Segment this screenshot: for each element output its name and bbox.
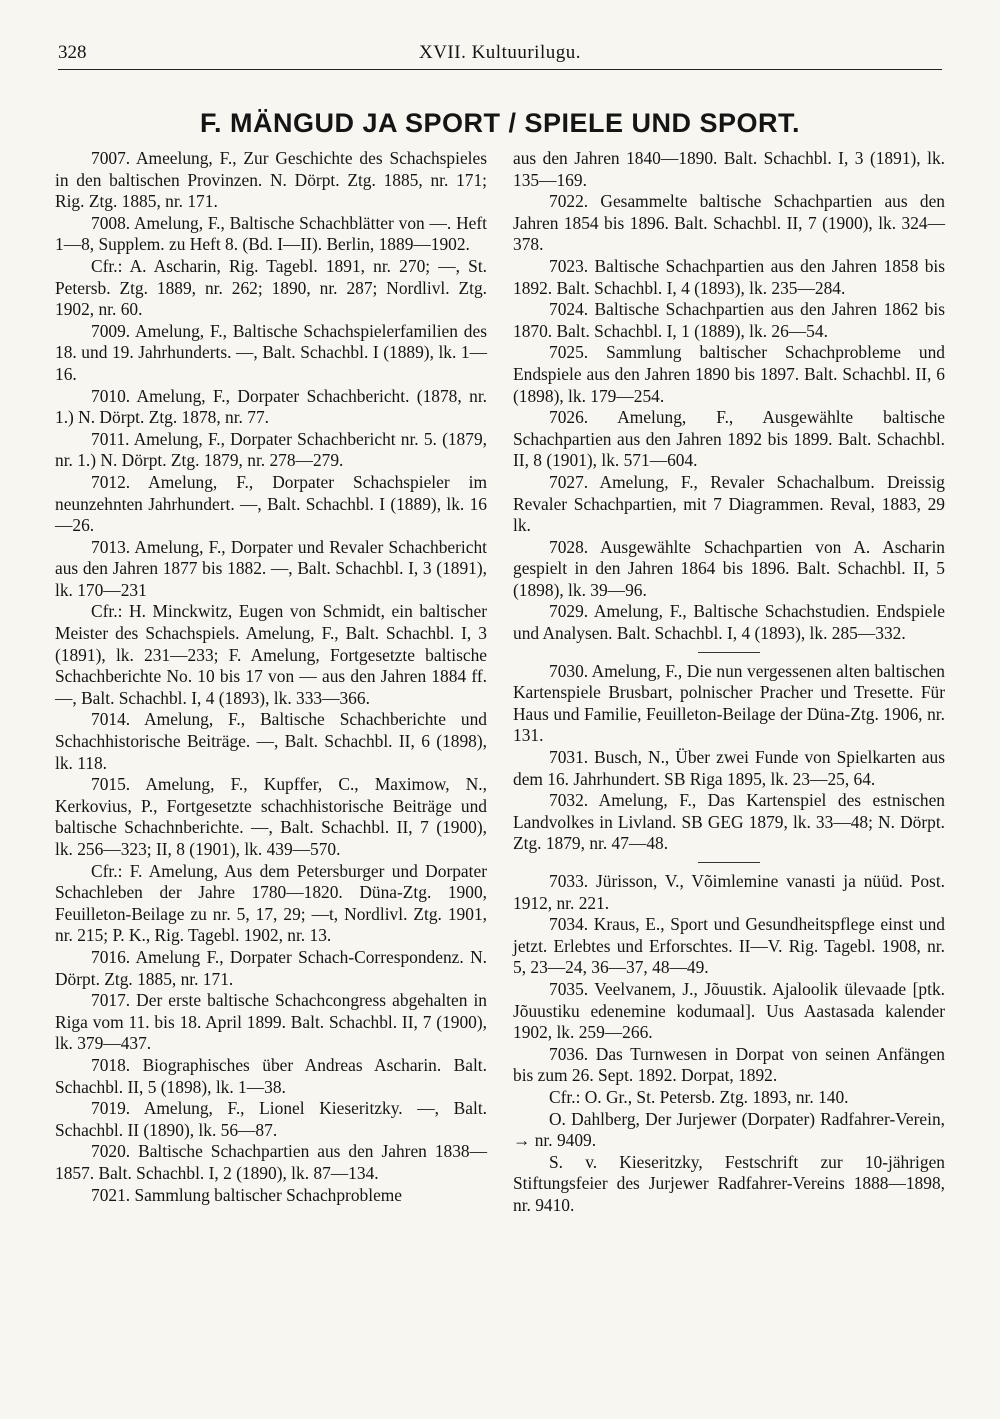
header-rule	[58, 69, 942, 70]
bib-entry-7010: 7010. Amelung, F., Dorpater Schachbericht. (1878, nr. 1.) N. Dörpt. Ztg. 1878, nr. 77.	[55, 385, 487, 428]
bib-entry-7032: 7032. Amelung, F., Das Kartenspiel des estnischen Landvolkes in Livland. SB GEG 1879, lk. 33—48; N. Dörpt. Ztg. 1879, nr. 47—48.	[513, 790, 945, 854]
left-column	[55, 148, 487, 1206]
bib-entry-7013: 7013. Amelung, F., Dorpater und Revaler Schachbericht aus den Jahren 1877 bis 1882. —, Balt. Schachbl. I, 3 (1891), lk. 170—231	[55, 536, 487, 600]
bib-entry-7012: 7012. Amelung, F., Dorpater Schachspieler im neunzehnten Jahrhundert. —, Balt. Schachbl. I (1889), lk. 16—26.	[55, 471, 487, 536]
cross-reference: O. Dahlberg, Der Jurjewer (Dorpater) Radfahrer-Verein, → nr. 9409.	[513, 1108, 945, 1151]
bib-entry-7025: 7025. Sammlung baltischer Schachprobleme und Endspiele aus den Jahren 1890 bis 1897. Balt. Schachbl. II, 6 (1898), lk. 179—254.	[513, 342, 945, 406]
cross-reference: S. v. Kieseritzky, Festschrift zur 10-jährigen Stiftungsfeier des Jurjewer Radfahrer-Vereins 1888—1898, nr. 9410.	[513, 1151, 945, 1215]
right-column	[513, 148, 945, 1217]
page-number: 328	[58, 42, 87, 63]
bib-entry-7033: 7033. Jürisson, V., Võimlemine vanasti ja nüüd. Post. 1912, nr. 221.	[513, 871, 945, 913]
bib-entry-7007: 7007. Ameelung, F., Zur Geschichte des Schachspieles in den baltischen Provinzen. N. Dörpt. Ztg. 1885, nr. 171; Rig. Ztg. 1885, nr. 171.	[55, 148, 487, 212]
running-title: XVII. Kultuurilugu.	[418, 42, 581, 63]
bib-entry-7030: 7030. Amelung, F., Die nun vergessenen alten baltischen Kartenspiele Brusbart, polnischer Pracher und Tresette. Für Haus und Familie, Feuilleton-Beilage der Düna-Ztg. 1906, nr. 131.	[513, 660, 945, 746]
bib-entry-7021: 7021. Sammlung baltischer Schachprobleme	[91, 1184, 403, 1205]
cross-reference: Cfr.: O. Gr., St. Petersb. Ztg. 1893, nr. 140.	[549, 1086, 849, 1107]
bib-entry-7023: 7023. Baltische Schachpartien aus den Jahren 1858 bis 1892. Balt. Schachbl. I, 4 (1893), lk. 235—284.	[513, 255, 945, 298]
cross-reference: Cfr.: F. Amelung, Aus dem Petersburger und Dorpater Schachleben der Jahre 1780—1820. Düna-Ztg. 1900, Feuilleton-Beilage zu nr. 5, 17, 29; —t, Nordlivl. Ztg. 1901, nr. 215; P. K., Rig. Tagebl. 1902, nr. 13.	[55, 860, 487, 946]
bib-entry-7024: 7024. Baltische Schachpartien aus den Jahren 1862 bis 1870. Balt. Schachbl. I, 1 (1889), lk. 26—54.	[513, 299, 945, 341]
section-separator	[698, 862, 760, 863]
bib-entry-7021-continued: aus den Jahren 1840—1890. Balt. Schachbl. I, 3 (1891), lk. 135—169.	[513, 148, 945, 190]
bib-entry-7028: 7028. Ausgewählte Schachpartien von A. Ascharin gespielt in den Jahren 1864 bis 1896. Balt. Schachbl. II, 5 (1898), lk. 39—96.	[513, 536, 945, 600]
bib-entry-7018: 7018. Biographisches über Andreas Ascharin. Balt. Schachbl. II, 5 (1898), lk. 1—38.	[55, 1054, 487, 1097]
cross-reference: Cfr.: H. Minckwitz, Eugen von Schmidt, ein baltischer Meister des Schachspiels. Amelung, F., Balt. Schachbl. I, 3 (1891), lk. 231—233; F. Amelung, Fortgesetzte baltische Schachberichte No. 10 bis 17 von — aus den Jahren 1884 ff. —, Balt. Schachbl. I, 4 (1893), lk. 333—366.	[55, 601, 487, 708]
bib-entry-7027: 7027. Amelung, F., Revaler Schachalbum. Dreissig Revaler Schachpartien, mit 7 Diagrammen. Reval, 1883, 29 lk.	[513, 471, 945, 536]
bib-entry-7022: 7022. Gesammelte baltische Schachpartien aus den Jahren 1854 bis 1896. Balt. Schachbl. II, 7 (1900), lk. 324—378.	[513, 191, 945, 255]
bib-entry-7026: 7026. Amelung, F., Ausgewählte baltische Schachpartien aus den Jahren 1892 bis 1899. Balt. Schachbl. II, 8 (1901), lk. 571—604.	[513, 407, 945, 471]
bib-entry-7016: 7016. Amelung F., Dorpater Schach-Correspondenz. N. Dörpt. Ztg. 1885, nr. 171.	[55, 946, 487, 989]
bib-entry-7008: 7008. Amelung, F., Baltische Schachblätter von —. Heft 1—8, Supplem. zu Heft 8. (Bd. I—II). Berlin, 1889—1902.	[55, 212, 487, 255]
bib-entry-7011: 7011. Amelung, F., Dorpater Schachbericht nr. 5. (1879, nr. 1.) N. Dörpt. Ztg. 1879, nr. 278—279.	[55, 428, 487, 471]
bib-entry-7017: 7017. Der erste baltische Schachcongress abgehalten in Riga vom 11. bis 18. April 1899. Balt. Schachbl. II, 7 (1900), lk. 379—437.	[55, 990, 487, 1054]
bib-entry-7015: 7015. Amelung, F., Kupffer, C., Maximow, N., Kerkovius, P., Fortgesetzte schachhistorische Beiträge und baltische Schachnberichte. —, Balt. Schachbl. II, 7 (1900), lk. 256—323; II, 8 (1901), lk. 439—570.	[55, 774, 487, 859]
bib-entry-7035: 7035. Veelvanem, J., Jõuustik. Ajaloolik ülevaade [ptk. Jõuustiku edenemine kodumaal]. Uus Aastasada kalender 1902, lk. 259—266.	[513, 978, 945, 1043]
bib-entry-7009: 7009. Amelung, F., Baltische Schachspielerfamilien des 18. und 19. Jahrhunderts. —, Balt. Schachbl. I (1889), lk. 1—16.	[55, 320, 487, 384]
section-title: F. MÄNGUD JA SPORT / SPIELE UND SPORT.	[199, 108, 801, 138]
section-separator	[698, 652, 760, 653]
cross-reference: Cfr.: A. Ascharin, Rig. Tagebl. 1891, nr. 270; —, St. Petersb. Ztg. 1889, nr. 262; 1890, nr. 287; Nordlivl. Ztg. 1902, nr. 60.	[55, 255, 487, 320]
bib-entry-7034: 7034. Kraus, E., Sport und Gesundheitspflege einst und jetzt. Erlebtes und Erforschtes. II—V. Rig. Tagebl. 1908, nr. 5, 23—24, 36—37, 48—49.	[513, 914, 945, 978]
running-header	[58, 36, 942, 70]
bib-entry-7029: 7029. Amelung, F., Baltische Schachstudien. Endspiele und Analysen. Balt. Schachbl. I, 4 (1893), lk. 285—332.	[513, 601, 945, 644]
bib-entry-7031: 7031. Busch, N., Über zwei Funde von Spielkarten aus dem 16. Jahrhundert. SB Riga 1895, lk. 23—25, 64.	[513, 747, 945, 789]
bib-entry-7014: 7014. Amelung, F., Baltische Schachberichte und Schachhistorische Beiträge. —, Balt. Schachbl. II, 6 (1898), lk. 118.	[55, 709, 487, 773]
bib-entry-7020: 7020. Baltische Schachpartien aus den Jahren 1838—1857. Balt. Schachbl. I, 2 (1890), lk. 87—134.	[55, 1141, 487, 1183]
bib-entry-7036: 7036. Das Turnwesen in Dorpat von seinen Anfängen bis zum 26. Sept. 1892. Dorpat, 1892.	[513, 1043, 945, 1086]
bib-entry-7019: 7019. Amelung, F., Lionel Kieseritzky. —, Balt. Schachbl. II (1890), lk. 56—87.	[55, 1098, 487, 1140]
